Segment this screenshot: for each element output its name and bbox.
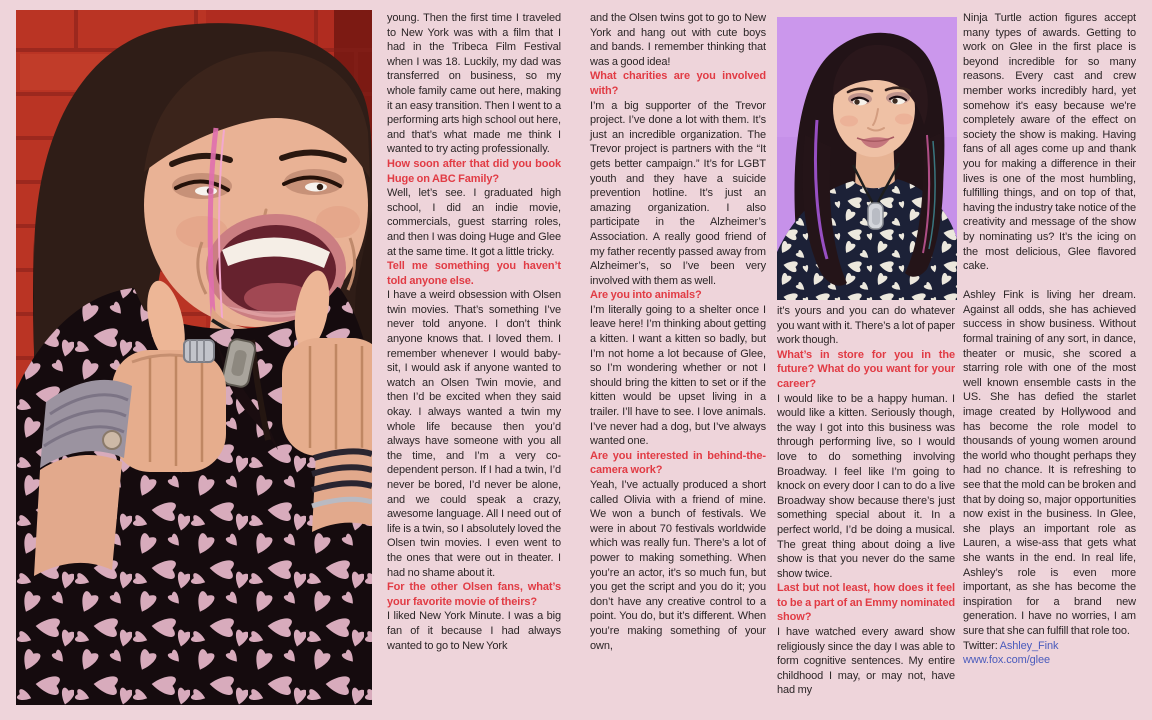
interview-question: Last but not least, how does it feel to be a part of an Emmy nominated show? xyxy=(777,582,955,624)
interview-question: What charities are you involved with? xyxy=(590,70,766,97)
website-link[interactable]: www.fox.com/glee xyxy=(963,654,1051,667)
interview-answer: Yeah, I’ve actually produced a short called Olivia with a friend of mine. We won a bunch of festivals. We were in about 70 festivals worldwide which was really fun. There’s a lot of power to making something. When you’re an actor, it’s so much fun, but you get the script and you do it; you don’t have any creative control to a point. You do, but it’s different. When you’re making something of your own, xyxy=(590,479,766,652)
interview-question: Are you interested in behind-the-camera work? xyxy=(590,449,766,477)
twitter-line xyxy=(963,639,1136,654)
interview-answer: I liked New York Minute. I was a big fan of it because I had always wanted to go to New York xyxy=(387,610,561,652)
interview-answer: I’m literally going to a shelter once I leave here! I’m thinking about getting a kitten. I want a kitten so badly, but I’m not home a lot because of Glee, so I’m wondering whether or not I should bring the kitten to set or if the kitten would be upset living in a trailer. I’ll have to see. I love animals. I’ve never had a dog, but I’ve always wanted one. xyxy=(590,303,766,448)
closing-credit: Ashley Fink is living her dream. Against all odds, she has achieved success in show business. Without formal training of any sort, in dance, theater or music, she scored a starring role with one of the most well known ensemble casts in the US. She has defied the starlet image created by Hollywood and has become the role model to thousands of young women around the world who thought perhaps they had no chance. It is refreshing to see that the mold can be broken and that by doing so, major opportunities now exist in the business. In Glee, she plays an important role as Lauren, a wise-ass that gets what she wants in the end. In real life, Ashley’s role is even more important, as she has become the inspiration for a brand new generation. I have no worries, I am sure that she can fulfill that role too. xyxy=(963,289,1136,637)
twitter-handle-link[interactable]: Ashley_Fink xyxy=(999,639,1059,652)
interview-answer: and the Olsen twins got to go to New York and hang out with cute boys and bands. I remember thinking that was a good idea! xyxy=(590,12,766,68)
photo-ashley-portrait xyxy=(777,17,957,300)
interview-answer: I have a weird obsession with Olsen twin movies. That’s something I’ve never told anyone. I don’t think anyone knows that. I loved them. I remember whenever I would baby-sit, I would ask if anyone wanted to watch an Olsen Twin movie, and then I’d be excited when they said okay. I always wanted a twin my whole life because then you’d always have someone with you all the time, and I’m a very co-dependent person. If I had a twin, I’d never be bored, I’d never be alone, and we could speak a crazy, awesome language. All I need out of life is a twin, so I absolutely loved the Olsen twin movies. I even went to the ones that were out in theater. I had no shame about it. xyxy=(387,289,561,579)
interview-answer: I would like to be a happy human. I would like a kitten. Seriously though, the way I got into this business was through performing live, so I would love to do something involving Broadway. I feel like I’m going to knock on every door I can to do a live Broadway show because there’s just something special about it. In a perfect world, I’d be doing a musical. The great thing about doing a live show is that you never do the same show twice. xyxy=(777,392,955,580)
website-line xyxy=(963,653,1136,668)
photo-ashley-thumbs-up xyxy=(16,10,372,705)
interview-answer: I’m a big supporter of the Trevor project. I’ve done a lot with them. It’s just an incredible organization. The Trevor project is partners with the “It gets better campaign.” It’s for LGBT youth and they have a suicide prevention hotline. It’s just an amazing organization. I also participate in the Alzheimer’s Association. A really good friend of my father recently passed away from Alzheimer’s, so I’ve been very involved with them as well. xyxy=(590,99,766,287)
interview-question: Tell me something you haven’t told anyone else. xyxy=(387,260,561,287)
interview-answer: Ninja Turtle action figures accept many types of awards. Getting to work on Glee in the first place is beyond incredible for so many reasons. Every cast and crew member works incredibly hard, yet somehow it's easy because we're completely aware of the effect on society the show is making. Having fans of all ages come up and thank you for making a difference in their lives is one of the most humbling, fulfilling things, and on top of that, having the industry take notice of the creativity and message of the show by nominating us? It’s the icing on the most delicious, Glee flavored cake. xyxy=(963,12,1136,273)
silver-ring xyxy=(184,340,214,362)
interview-question: What’s in store for you in the future? What do you want for your career? xyxy=(777,348,955,390)
interview-question: For the other Olsen fans, what’s your favorite movie of theirs? xyxy=(387,581,561,608)
text-column-2 xyxy=(590,11,766,653)
interview-answer: it’s yours and you can do whatever you want with it. There’s a lot of paper work though. xyxy=(777,305,955,347)
black-bracelets xyxy=(312,447,372,532)
text-column-3 xyxy=(777,304,955,698)
twitter-label: Twitter: xyxy=(963,639,1000,652)
interview-answer: young. Then the first time I traveled to New York was with a film that I had in the Tribeca Film Festival when I was 18. Luckily, my dad was transferred on business, so my whole family came out here, making it an easy transition. Then I went to a performing arts high school out here, and that’s what made me think I wanted to try acting professionally. xyxy=(387,12,561,156)
text-column-1 xyxy=(387,11,561,653)
interview-answer: I have watched every award show religiously since the day I was able to form cognitive sentences. My entire childhood I may, or may not, have had my xyxy=(777,626,955,697)
face xyxy=(144,51,370,327)
portrait-illustration xyxy=(777,17,957,300)
interview-answer: Well, let’s see. I graduated high school, I did an indie movie, commercials, guest starring roles, and then I was doing Huge and Glee at the same time. It got a little tricky. xyxy=(387,187,561,258)
thumbs-up-illustration xyxy=(16,10,372,705)
interview-question: How soon after that did you book Huge on ABC Family? xyxy=(387,157,561,185)
paragraph-spacer xyxy=(963,274,1136,289)
text-column-4 xyxy=(963,11,1136,668)
interview-question: Are you into animals? xyxy=(590,289,702,302)
